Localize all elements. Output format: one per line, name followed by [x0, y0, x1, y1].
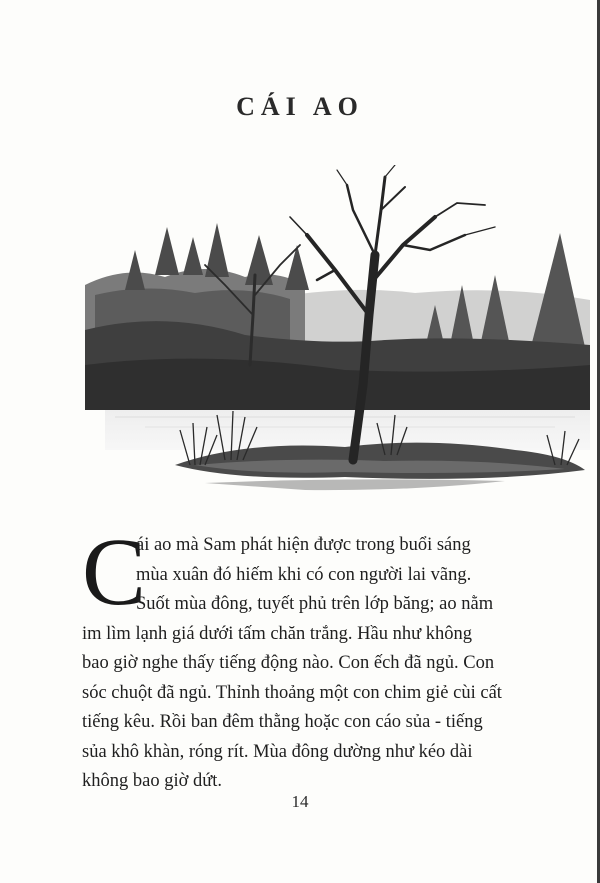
story-line: mùa xuân đó hiếm khi có con người lai vãng.	[136, 564, 472, 585]
pond-illustration	[85, 165, 600, 495]
story-line: sóc chuột đã ngủ. Thỉnh thoảng một con chim giẻ cùi cất	[82, 682, 502, 703]
chapter-title: CÁI AO	[236, 92, 364, 121]
story-line: Suốt mùa đông, tuyết phủ trên lớp băng; ao nằm	[136, 594, 494, 614]
story-line: không bao giờ dứt.	[82, 771, 223, 791]
story-line: bao giờ nghe thấy tiếng động nào. Con ếch đã ngủ. Con	[82, 653, 495, 673]
story-line: im lìm lạnh giá dưới tấm chăn trắng. Hầu như không	[82, 623, 472, 644]
story-line: ái ao mà Sam phát hiện được trong buổi sáng	[136, 535, 471, 555]
story-line: tiếng kêu. Rồi ban đêm thằng hoặc con cáo sủa - tiếng	[82, 712, 483, 732]
drop-cap-letter: C	[82, 518, 147, 625]
story-line: sủa khô khàn, róng rít. Mùa đông dường như kéo dài	[82, 741, 473, 762]
page-number: 14	[291, 792, 309, 811]
story-paragraph	[82, 531, 532, 797]
